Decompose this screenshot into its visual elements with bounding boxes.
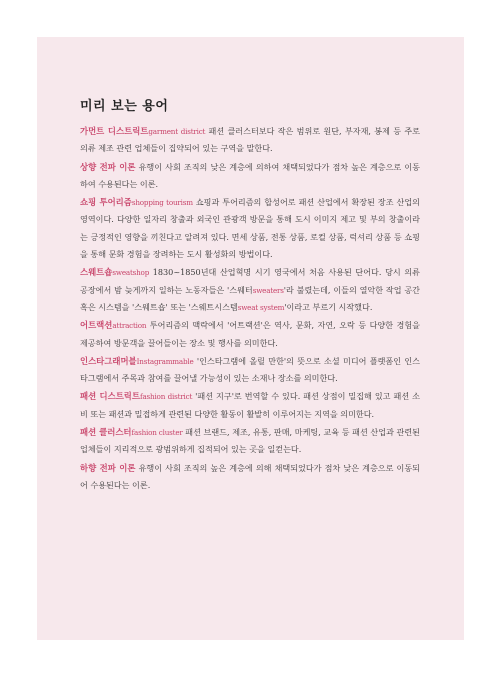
glossary-term-english: shopping tourism <box>131 198 193 208</box>
glossary-definition: '패션 지구'로 번역할 수 있다. 패션 상점이 밀집해 있고 패션 소비 또는 패션과 밀접하게 관련된 다양한 활동이 활발히 이루어지는 지역을 의미한다. <box>80 391 420 419</box>
glossary-definition: '이라고 부르기 시작했다. <box>284 301 373 312</box>
inline-english: sweaters <box>252 285 284 295</box>
glossary-term: 패션 클러스터 <box>80 427 132 438</box>
glossary-definition: 패션 브랜드, 제조, 유통, 판매, 마케팅, 교육 등 패션 산업과 관련된 업체들이 지리적으로 광범위하게 집적되어 있는 곳을 일컫는다. <box>80 427 420 455</box>
glossary-term: 스웨트숍 <box>80 267 113 278</box>
glossary-entry <box>80 388 420 423</box>
glossary-term: 가먼트 디스트릭트 <box>80 126 149 136</box>
glossary-entry <box>80 159 420 194</box>
glossary-entry <box>80 264 420 316</box>
glossary-term: 패션 디스트릭트 <box>80 391 140 402</box>
glossary-term-english: Instagrammable <box>136 356 194 366</box>
glossary-entry <box>80 317 420 352</box>
glossary-entry <box>80 194 420 263</box>
glossary-term: 하향 전파 이론 <box>80 462 136 473</box>
glossary-entry <box>80 353 420 388</box>
glossary-entry <box>80 460 420 495</box>
glossary-term: 어트랙션 <box>80 320 113 331</box>
glossary-entry <box>80 123 420 158</box>
glossary-definition: 유행이 사회 조직의 높은 계층에 의해 채택되었다가 점차 낮은 계층으로 이동되어 수용된다는 이론. <box>80 462 420 490</box>
glossary-definition: '인스타그램에 올릴 만한'의 뜻으로 소셜 미디어 플랫폼인 인스타그램에서 주목과 참여를 끌어낼 가능성이 있는 소재나 장소를 의미한다. <box>80 355 420 384</box>
glossary-list <box>80 123 420 495</box>
glossary-definition: 1830~1850년대 산업혁명 시기 영국에서 처음 사용된 단어다. 당시 의류 공장에서 밤 늦게까지 일하는 노동자들은 '스웨터 <box>80 267 420 295</box>
glossary-term-english: fashion district <box>140 392 193 402</box>
glossary-definition: 패션 클러스터보다 작은 범위로 원단, 부자재, 봉제 등 주로 의류 제조 관련 업체들이 집약되어 있는 구역을 말한다. <box>80 126 420 154</box>
section-title: 미리 보는 용어 <box>80 99 169 114</box>
glossary-definition: 쇼핑과 투어리즘의 합성어로 패션 산업에서 확장된 장조 산업의 영역이다. 다양한 일자리 창출과 외국인 관광객 방문을 통해 도시 이미지 제고 및 부의 창출이라는 긍정적인 영향을 끼친다고 알려져 있다. 면세 상품, 전통 상품, 로컬 상품, 럭셔리 상품 등 쇼핑을 통해 문화 경험을 장려하는 도시 활성화의 방법이다. <box>80 197 420 260</box>
inline-english: sweat system <box>237 302 285 312</box>
glossary-definition: 유행이 사회 조직의 낮은 계층에 의하여 채택되었다가 점차 높은 계층으로 이동하여 수용된다는 이론. <box>80 161 420 189</box>
glossary-entry <box>80 424 420 459</box>
glossary-term: 인스타그래머블 <box>80 355 137 366</box>
glossary-term-english: attraction <box>112 321 147 331</box>
glossary-definition: 투어리즘의 맥락에서 '어트랙션'은 역사, 문화, 자연, 오락 등 다양한 경험을 제공하여 방문객을 끌어들이는 장소 및 행사를 의미한다. <box>80 320 420 348</box>
glossary-definition: '라 불렸는데, 이들의 열악한 작업 공간 혹은 시스템을 '스웨트숍' 또는 '스웨트시스템 <box>80 284 420 312</box>
glossary-term-english: garment district <box>148 127 206 136</box>
glossary-term: 상향 전파 이론 <box>80 161 136 172</box>
glossary-term-english: fashion cluster <box>131 428 183 438</box>
glossary-term: 쇼핑 투어리즘 <box>80 197 132 208</box>
glossary-term-english: sweatshop <box>112 268 150 278</box>
